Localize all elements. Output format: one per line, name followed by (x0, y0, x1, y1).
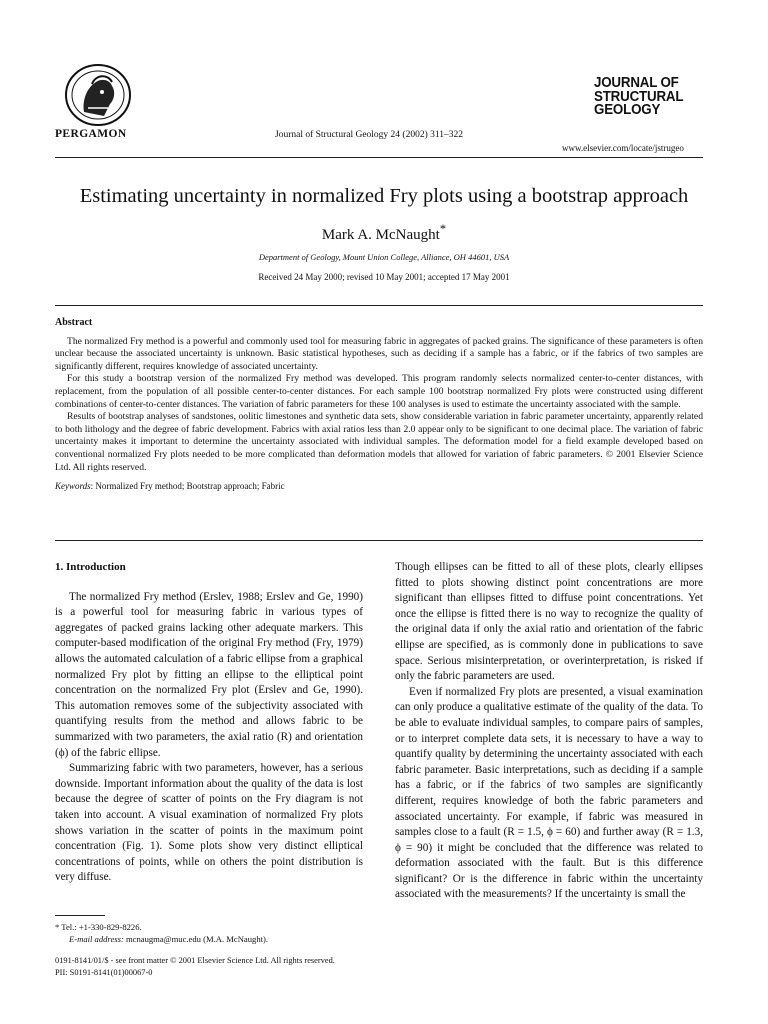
author-name (0, 222, 768, 244)
journal-logo (594, 77, 683, 118)
abstract-paragraph: The normalized Fry method is a powerful and commonly used tool for measuring fabric in aggregates of packed grains. The significance of these parameters is often unclear because the associated uncertainty is unknown. Basic statistical hypotheses, such as deciding if a sample has a fabric, or if the fabrics of two samples are significantly different, requires knowledge of associated uncertainty. (55, 335, 703, 372)
received-dates: Received 24 May 2000; revised 10 May 2001; accepted 17 May 2001 (258, 272, 510, 282)
article-title: Estimating uncertainty in normalized Fry plots using a bootstrap approach (79, 185, 689, 207)
journal-logo-line: JOURNAL OF (594, 75, 679, 91)
body-paragraph: The normalized Fry method (Erslev, 1988; Erslev and Ge, 1990) is a powerful tool for measuring fabric in various types of aggregates of packed grains lacking other adequate markers. This computer-based modification of the original Fry method (Fry, 1979) allows the automated calculation of a fabric ellipse from a graphical normalized Fry plot by fitting an ellipse to the elliptical point concentration on the normalized Fry plot (Erslev and Ge, 1990). This automation removes some of the subjectivity associated with quantifying results from the method and allows fabric to be summarized with two parameters, the axial ratio (R) and orientation (ϕ) of the fabric ellipse. (55, 590, 363, 759)
author-footnote-mark[interactable]: * (439, 222, 447, 236)
copyright-block (55, 955, 335, 979)
footnote-email[interactable]: mcnaugma@muc.edu (M.A. McNaught). (123, 934, 269, 944)
author-name-text: Mark A. McNaught (321, 227, 440, 243)
author-footnote (55, 921, 268, 945)
body-paragraph: Though ellipses can be fitted to all of these plots, clearly ellipses fitted to plots showing distinct point concentrations are more significant than ellipses fitted to diffuse point concentrations. Yet once the ellipse is fitted there is no way to recognize the quality of the original data if only the axial ratio and orientation of the fabric ellipse are specified, as is commonly done in publications to save space. Serious misinterpretation, or overinterpretation, is risked if only the fabric parameters are used. (395, 561, 703, 683)
footnote-rule (55, 915, 105, 916)
abstract-section (55, 317, 703, 493)
publisher-logo (62, 62, 134, 128)
abstract-heading: Abstract (55, 317, 93, 328)
abstract-bottom-rule (55, 540, 703, 541)
body-paragraph: Summarizing fabric with two parameters, however, has a serious downside. Important information about the quality of the data is lost because the degree of scatter of points on the Fry diagram is not taken into account. A visual examination of normalized Fry plots shows variation in the scatter of points in the maximum point concentration (Fig. 1). Some plots show very distinct elliptical concentrations of points, while on others the point distribution is very diffuse. (55, 762, 363, 884)
right-column (395, 560, 703, 903)
author-affiliation: Department of Geology, Mount Union College, Alliance, OH 44601, USA (258, 252, 510, 262)
journal-url[interactable]: www.elsevier.com/locate/jstrugeo (562, 143, 684, 153)
abstract-paragraph: Results of bootstrap analyses of sandstones, oolitic limestones and synthetic data sets, show considerable variation in fabric parameter uncertainty, apparently related to both lithology and the degree of fabric development. Fabrics with axial ratios less than 2.0 appear only to be significant to one decimal place. The variation of fabric uncertainty makes it important to determine the uncertainty associated with individual samples. The deformation model for a field example developed based on conventional normalized Fry plots needed to be more complicated than deformation models that allowed for variation of fabric parameters. © 2001 Elsevier Science Ltd. All rights reserved. (55, 411, 703, 473)
front-matter-line: 0191-8141/01/$ - see front matter © 2001 Elsevier Science Ltd. All rights reserved. (55, 956, 335, 965)
journal-logo-line: STRUCTURAL (594, 88, 684, 105)
section-heading: 1. Introduction (55, 561, 126, 573)
journal-logo-line: GEOLOGY (594, 102, 661, 118)
footnote-email-line (55, 933, 268, 945)
publisher-name: PERGAMON (55, 128, 127, 140)
footnote-tel: * Tel.: +1-330-829-8226. (55, 922, 142, 932)
abstract-top-rule (55, 305, 703, 306)
keywords-list: : Normalized Fry method; Bootstrap approach; Fabric (90, 481, 285, 492)
keywords-label: Keywords (55, 481, 91, 492)
left-column (55, 560, 363, 886)
journal-citation: Journal of Structural Geology 24 (2002) 311–322 (275, 130, 464, 140)
abstract-paragraph: For this study a bootstrap version of the normalized Fry method was developed. This program randomly selects normalized center-to-center distances, with replacement, from the population of all possible center-to-center distances. For each sample 100 bootstrap normalized Fry plots were constructed using different combinations of center-to-center distances. The variation of fabric parameters for these 100 analyses is used to estimate the uncertainty associated with the sample. (55, 373, 703, 410)
body-paragraph: Even if normalized Fry plots are presented, a visual examination can only produce a qualitative estimate of the quality of the data. To be able to evaluate individual samples, to compare pairs of samples, or to interpret complete data sets, it is necessary to have a way to quantify quality by determining the uncertainty associated with each fabric parameter. Basic interpretations, such as deciding if a sample has a fabric, or if the fabrics of two samples are significantly different, requires knowledge of both the fabric parameters and associated uncertainty. For example, if fabric was measured in samples close to a fault (R = 1.5, ϕ = 60) and further away (R = 1.3, ϕ = 90) it might be concluded that the difference was related to deformation associated with the fault. But is this difference significant? Or is the difference in fabric within the uncertainty associated with the measurements? If the uncertainty is small the (395, 685, 703, 901)
pii-line: PII: S0191-8141(01)00067-0 (55, 968, 153, 977)
header-rule (55, 157, 703, 158)
footnote-email-label: E-mail address: (69, 934, 124, 944)
keywords (55, 480, 703, 493)
